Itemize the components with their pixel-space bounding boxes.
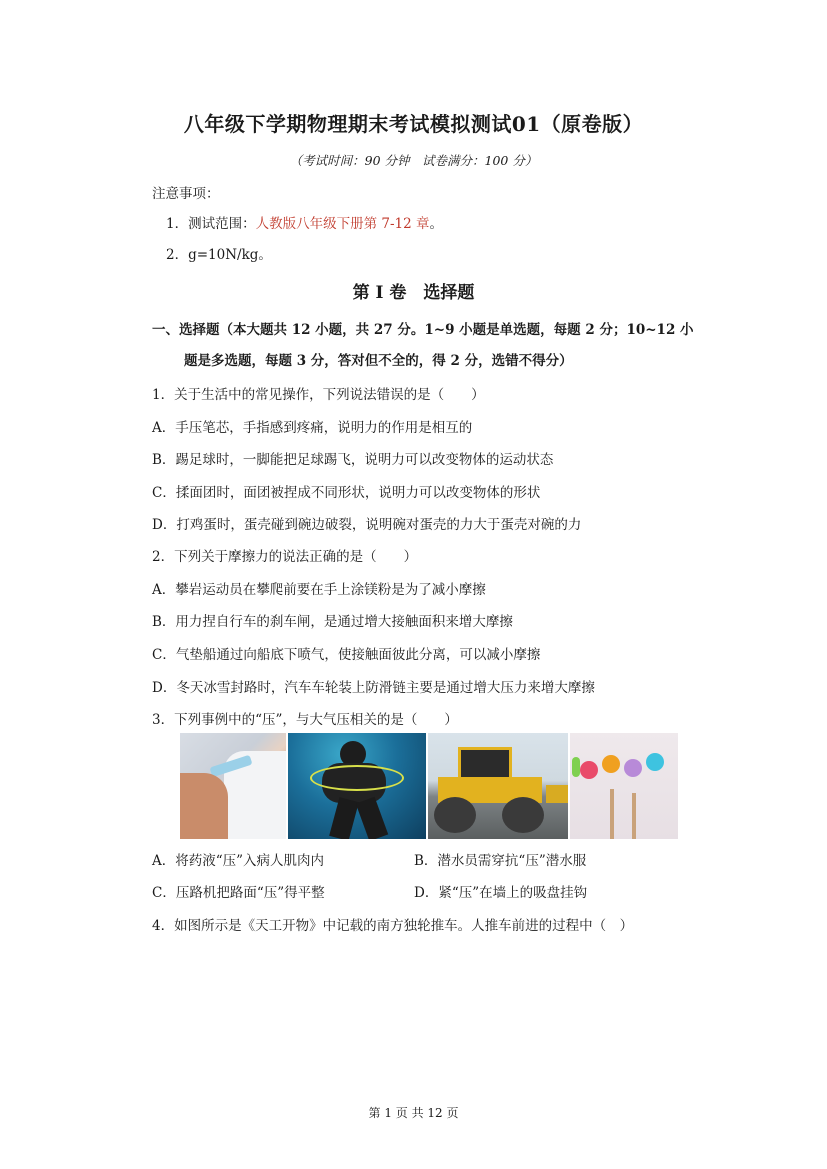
question-1-option-b: B．踢足球时，一脚能把足球踢飞，说明力可以改变物体的运动状态 [152,452,554,468]
note-item-1-suffix: 。 [429,216,444,232]
part-heading-line-1: 一、选择题（本大题共 12 小题，共 27 分。1~9 小题是单选题，每题 2 分；10~12 小 [152,322,694,338]
question-3-option-b: B．潜水员需穿抗“压”潜水服 [414,853,587,869]
section-title: 第 I 卷 选择题 [352,283,475,303]
note-item-2: 2．g=10N/kg。 [166,247,272,263]
note-item-1-range: 人教版八年级下册第 7-12 章 [255,216,430,232]
question-3-option-d: D．紧“压”在墙上的吸盘挂钩 [414,885,588,901]
question-4-stem: 4．如图所示是《天工开物》中记载的南方独轮推车。人推车前进的过程中（ ） [152,918,634,934]
road-roller-photo [428,733,568,839]
note-item-1-prefix: 1．测试范围： [166,216,256,232]
question-3-photos [180,733,678,839]
diver-photo [288,733,426,839]
page-title: 八年级下学期物理期末考试模拟测试01（原卷版） [183,112,644,136]
question-1-stem: 1．关于生活中的常见操作，下列说法错误的是（ ） [152,387,485,403]
notes-heading: 注意事项： [152,186,220,202]
injection-photo [180,733,286,839]
suction-hooks-photo [570,733,678,839]
question-3-stem: 3．下列事例中的“压”，与大气压相关的是（ ） [152,712,458,728]
question-1-option-c: C．揉面团时，面团被捏成不同形状，说明力可以改变物体的形状 [152,485,541,501]
question-2-option-d: D．冬天冰雪封路时，汽车车轮装上防滑链主要是通过增大压力来增大摩擦 [152,680,595,696]
note-item-1 [166,212,443,232]
question-2-option-b: B．用力捏自行车的刹车闸，是通过增大接触面积来增大摩擦 [152,614,513,630]
question-2-option-c: C．气垫船通过向船底下喷气，使接触面彼此分离，可以减小摩擦 [152,647,541,663]
part-heading-line-2: 题是多选题，每题 3 分，答对但不全的，得 2 分，选错不得分） [184,353,573,369]
question-1-option-d: D．打鸡蛋时，蛋壳碰到碗边破裂，说明碗对蛋壳的力大于蛋壳对碗的力 [152,517,582,533]
page-footer: 第 1 页 共 12 页 [368,1106,459,1120]
exam-info: （考试时间：90 分钟 试卷满分：100 分） [289,153,538,168]
question-2-stem: 2．下列关于摩擦力的说法正确的是（ ） [152,549,418,565]
question-3-option-a: A．将药液“压”入病人肌肉内 [152,853,325,869]
question-2-option-a: A．攀岩运动员在攀爬前要在手上涂镁粉是为了减小摩擦 [152,582,486,598]
question-3-option-c: C．压路机把路面“压”得平整 [152,885,325,901]
question-1-option-a: A．手压笔芯，手指感到疼痛，说明力的作用是相互的 [152,420,473,436]
